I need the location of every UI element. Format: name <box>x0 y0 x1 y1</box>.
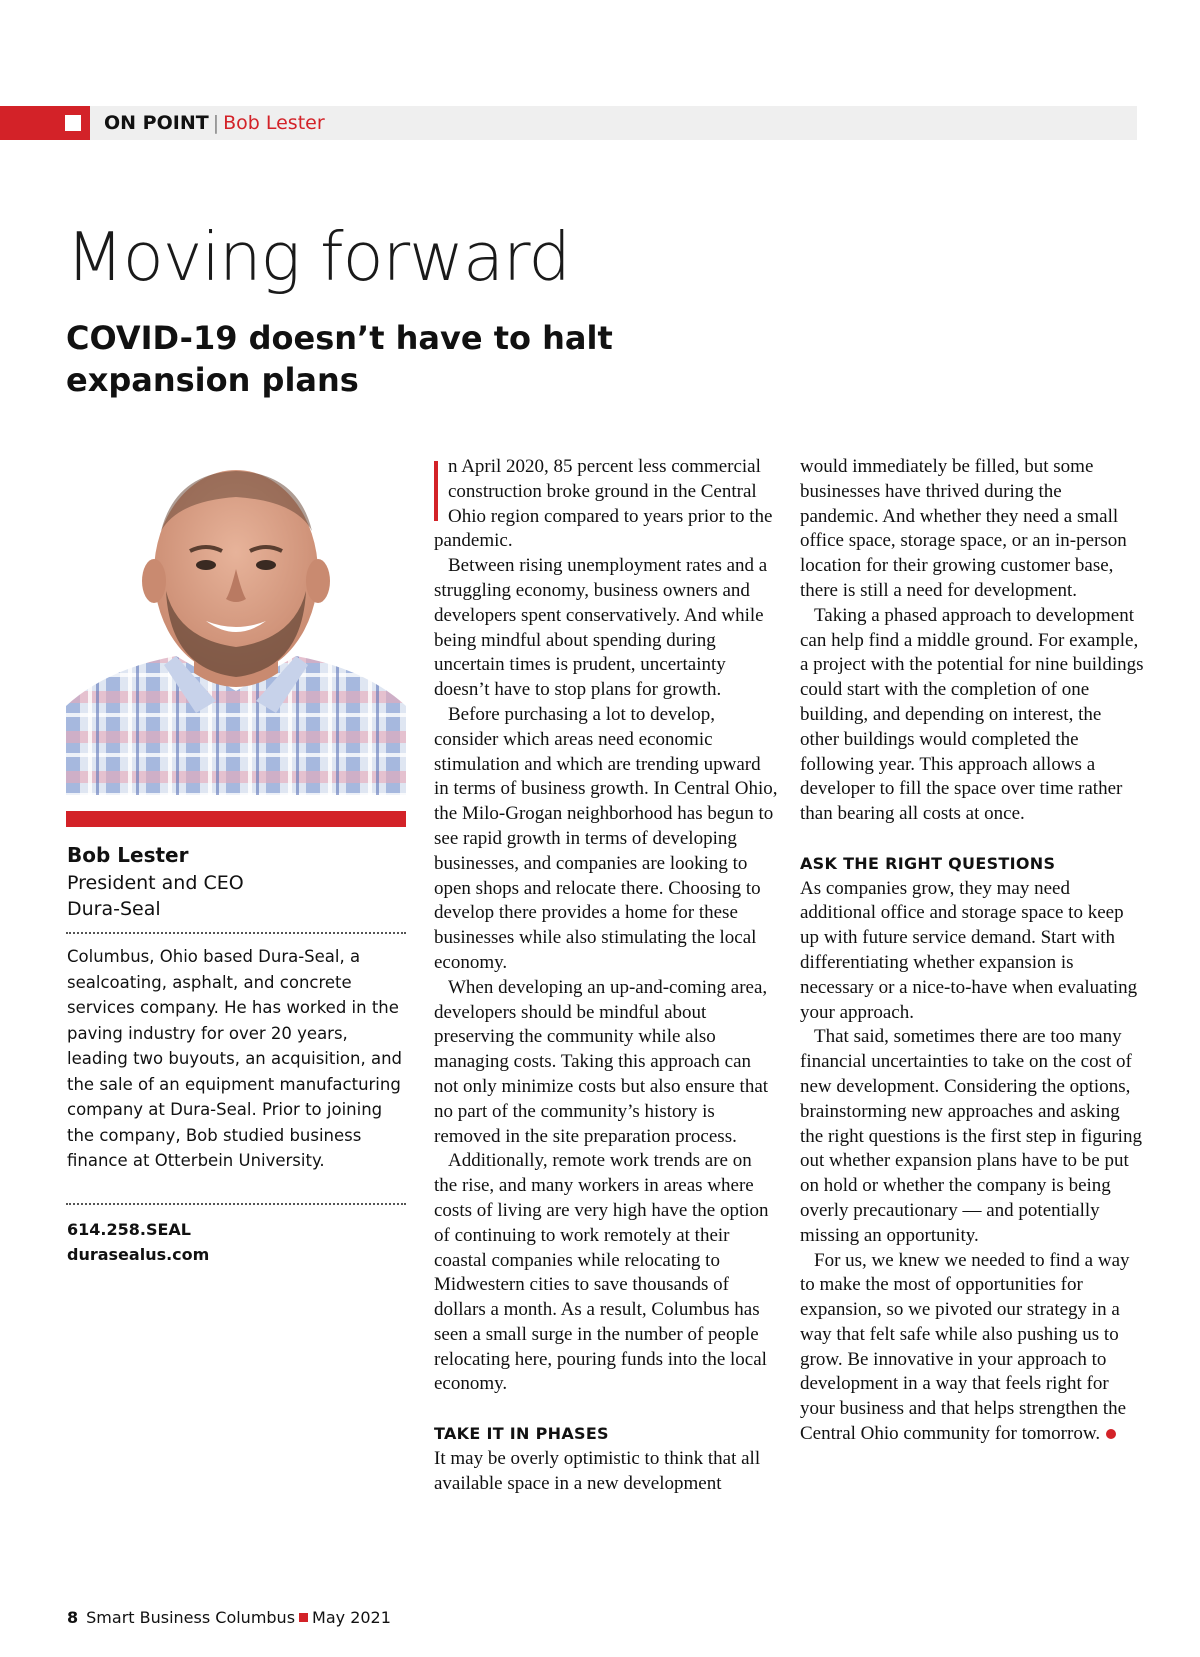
page-footer <box>67 1608 391 1627</box>
author-credentials <box>67 870 244 922</box>
website-link[interactable]: durasealus.com <box>67 1245 210 1264</box>
author-photo <box>66 451 406 795</box>
paragraph: When developing an up-and-coming area, developers should be mindful about preserving the community while also managing costs. Taking this approach can not only minimize costs but also ensure that no part of the community’s history is removed in the site preparation process. <box>434 976 769 1147</box>
paragraph: Taking a phased approach to development can help find a middle ground. For example, a project with the potential for nine buildings could start with the completion of one building, and depending on interest, the other buildings would completed the following year. This approach allows a developer to fill the space over time rather than bearing all costs at once. <box>800 604 1144 825</box>
column-author: Bob Lester <box>223 112 325 134</box>
separator: | <box>212 112 220 134</box>
subheadline: COVID-19 doesn’t have to halt expansion plans <box>66 319 613 399</box>
section-header-bar <box>0 106 1137 140</box>
final-paragraph-text: For us, we knew we needed to find a way to make the most of opportunities for expansion, so we pivoted our strategy in a way that felt safe while also pushing us to grow. Be innovative in your approach to development in a way that feels right for your business and that helps strengthen the Central Ohio community for tomorrow. <box>800 1249 1130 1445</box>
drop-cap-letter <box>434 461 438 521</box>
article-column-2 <box>800 455 1145 1447</box>
paragraph: Additionally, remote work trends are on the rise, and many workers in areas where costs of living are very high have the option of continuing to work remotely at their coastal companies while relocating to Midwestern cities to save thousands of dollars a month. As a result, Columbus has seen a small surge in the number of people relocating here, pouring funds into the local economy. <box>434 1150 769 1395</box>
drop-cap <box>434 461 448 523</box>
square-icon <box>65 115 81 131</box>
headline: Moving forward <box>66 218 570 296</box>
divider-top <box>66 932 406 934</box>
paragraph: Before purchasing a lot to develop, consider which areas need economic stimulation and which are trending upward in terms of business growth. In Central Ohio, the Milo-Grogan neighborhood has begun to see rapid growth in terms of developing businesses, and companies are looking to open shops and relocate there. Choosing to develop there provides a home for these businesses while also stimulating the local economy. <box>434 703 778 973</box>
end-mark-icon <box>1106 1429 1116 1439</box>
divider-bottom <box>66 1203 406 1205</box>
footer-square-icon <box>299 1613 308 1622</box>
paragraph: That said, sometimes there are too many financial uncertainties to take on the cost of new development. Considering the options, brainstorming new approaches and asking the right questions is the first step in figuring out whether expansion plans have to be put on hold or whether the company is being overly precautionary — and potentially missing an opportunity. <box>800 1026 1142 1246</box>
author-title: President and CEO <box>67 872 244 894</box>
paragraph: As companies grow, they may need additional office and storage space to keep up with future service demand. Start with differentiating whether expansion is necessary or a nice-to-have when evaluating your approach. <box>800 877 1138 1023</box>
author-name: Bob Lester <box>67 843 189 867</box>
author-company: Dura-Seal <box>67 898 161 920</box>
paragraph: Between rising unemployment rates and a struggling economy, business owners and developers spent conservatively. And while being mindful about spending during uncertain times is prudent, uncertainty doesn’t have to stop plans for growth. <box>434 555 768 701</box>
section-heading: ASK THE RIGHT QUESTIONS <box>800 853 1056 873</box>
section-name: ON POINT <box>104 112 209 134</box>
publication-name: Smart Business Columbus <box>86 1608 296 1627</box>
issue-date: May 2021 <box>312 1608 391 1627</box>
paragraph: would immediately be filled, but some businesses have thrived during the pandemic. And whether they need a small office space, storage space, or an in-person location for their growing customer base, there is still a need for development. <box>800 456 1127 601</box>
section-label <box>104 112 325 134</box>
paragraph: n April 2020, 85 percent less commercial construction broke ground in the Central Ohio region compared to years prior to the pandemic. <box>434 456 773 552</box>
section-heading: TAKE IT IN PHASES <box>434 1424 609 1444</box>
paragraph-final <box>800 1249 1145 1447</box>
article-column-1 <box>434 455 779 1496</box>
phone-number: 614.258.SEAL <box>67 1220 191 1239</box>
photo-accent-bar <box>66 811 406 827</box>
page-number: 8 <box>67 1608 79 1627</box>
paragraph: It may be overly optimistic to think that all available space in a new development <box>434 1447 761 1494</box>
author-contact <box>67 1217 209 1267</box>
author-bio: Columbus, Ohio based Dura-Seal, a sealcoating, asphalt, and concrete services company. He has worked in the paving industry for over 20 years, leading two buyouts, an acquisition, and the sale of an equipment manufacturing company at Dura-Seal. Prior to joining the company, Bob studied business finance at Otterbein University. <box>67 947 403 1170</box>
